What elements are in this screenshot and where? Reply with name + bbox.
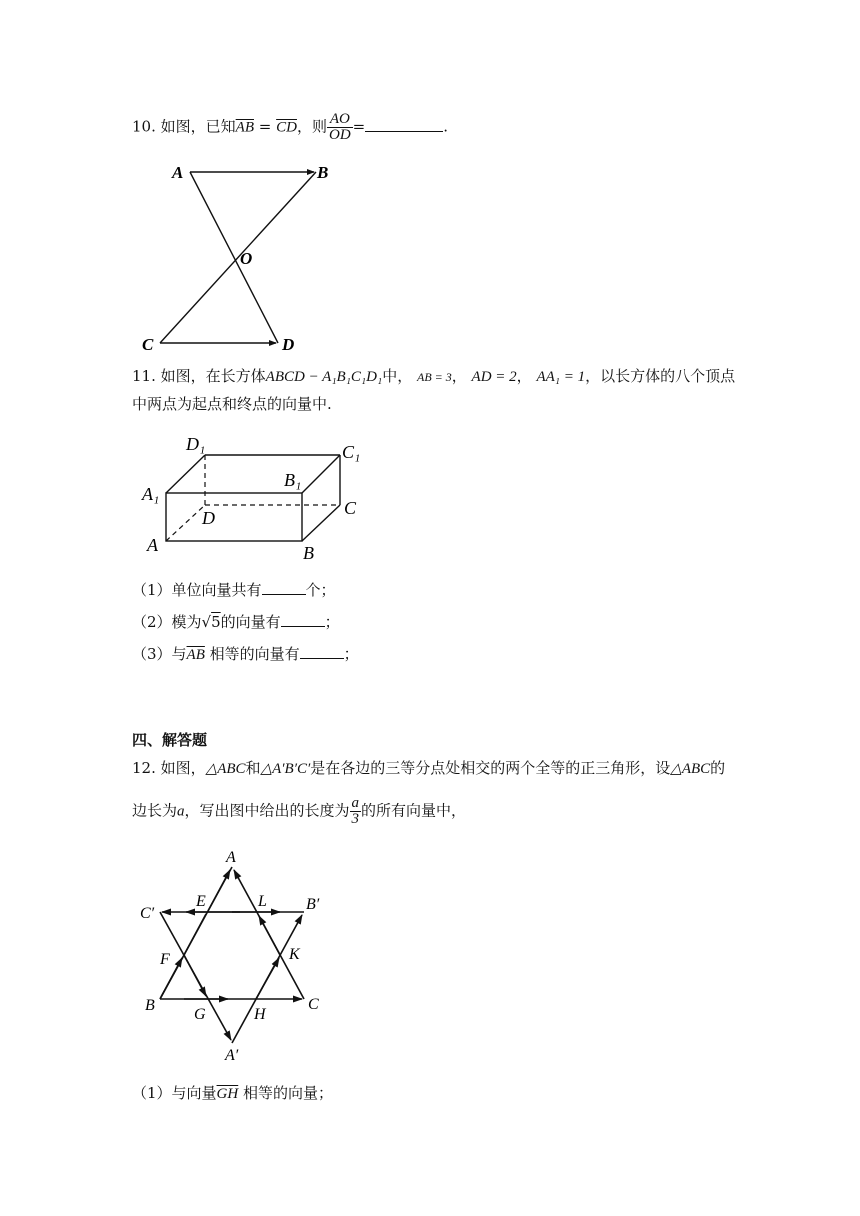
label-b: B	[303, 543, 314, 563]
label-d: D	[202, 508, 215, 528]
q12-text-line2: 边长为a，写出图中给出的长度为 $\frac{a}{3}$ 的所有向量中，	[132, 795, 467, 827]
label-b: B	[145, 997, 155, 1014]
q11-sub1: （1）单位向量共有 个；	[132, 578, 336, 600]
label-a: A	[147, 535, 158, 555]
label-h: H	[254, 1006, 266, 1023]
label-b-prime: B′	[306, 896, 320, 913]
label-g: G	[194, 1006, 206, 1023]
label-c: C	[308, 996, 319, 1013]
q11-sub2: （2）模为√5的向量有 ；	[132, 610, 340, 632]
q11-sub3: （3）与$\overline{AB}$ 相等的向量有 ；	[132, 642, 359, 665]
label-l: L	[258, 893, 267, 910]
label-b1: B₁	[284, 470, 302, 490]
sqrt-five: √5	[201, 613, 221, 631]
label-d1: D₁	[186, 434, 206, 454]
label-e: E	[196, 893, 206, 910]
label-c1: C₁	[342, 442, 361, 462]
vector-f-g	[184, 955, 206, 996]
q11-text-line2: 中两点为起点和终点的向量中.	[132, 395, 332, 413]
label-c-prime: C′	[140, 905, 155, 922]
label-k: K	[289, 946, 300, 963]
label-o: O	[240, 249, 253, 268]
q10-text: 10. 如图，已知$\overline{AB} = \overline{CD}$，则 $\frac{AO}{OD}$ = .	[132, 111, 449, 143]
vector-h-k	[256, 958, 279, 999]
q11-text-line1: 11. 如图，在长方体ABCD − A₁B₁C₁D₁中， AB = 3， AD = 2， AA₁ = 1，以长方体的八个顶点	[132, 367, 736, 385]
q12-sub1: （1）与向量$\overline{GH}$ 相等的向量；	[132, 1084, 334, 1102]
label-a: A	[172, 163, 184, 182]
section-title: 四、解答题	[132, 731, 208, 749]
q12-fraction: $\frac{a}{3}$	[351, 795, 360, 827]
label-a-prime: A′	[225, 1047, 239, 1064]
vector-k-l	[259, 916, 280, 955]
label-b: B	[317, 163, 329, 182]
label-a: A	[226, 849, 236, 866]
label-d: D	[282, 335, 295, 354]
q10-fraction: $\frac{AO}{OD}$	[328, 111, 351, 143]
q12-text-line1: 12. 如图，△ABC和△A′B′C′是在各边的三等分点处相交的两个全等的正三角形，设△ABC的	[132, 759, 726, 777]
label-f: F	[160, 951, 170, 968]
label-c: C	[344, 498, 357, 518]
label-c: C	[142, 335, 154, 354]
label-a1: A₁	[142, 484, 160, 504]
